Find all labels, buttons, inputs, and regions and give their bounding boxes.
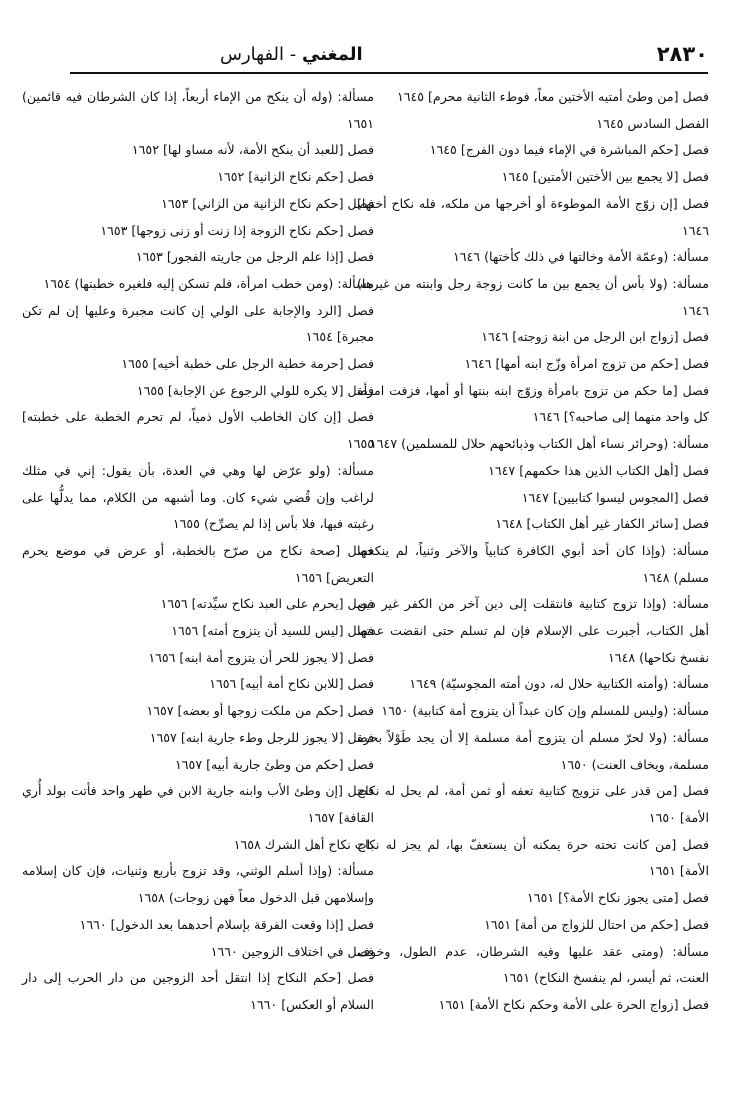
index-entry: فصل [لا يجمع بين الأختين الأمتين] ١٦٤٥ (501, 169, 709, 185)
index-entry: فصل [من كانت تحته حرة يمكنه أن يستعفّ بها، لم يجز له نكاح الأمة] ١٦٥١ (357, 836, 709, 879)
index-entry: فصل [حكم من احتال للزواج من أمة] ١٦٥١ (484, 916, 709, 932)
index-entry: فصل [زواج الحرة على الأمة وحكم نكاح الأمة] ١٦٥١ (438, 996, 709, 1012)
index-entry: فصل [المجوس ليسوا كتابيين] ١٦٤٧ (521, 489, 709, 505)
index-entry: فصل [الرد والإجابة على الولي إن كانت مجبرة وعليها إن لم تكن مجبرة] ١٦٥٤ (22, 302, 374, 345)
index-entry: فصل [زواج ابن الرجل من ابنة زوجته] ١٦٤٦ (481, 329, 709, 345)
index-entry: الفصل السادس ١٦٤٥ (596, 115, 709, 131)
index-entry: فصل [من وطئ أمتيه الأختين معاً، فوطء الثانية محرم] ١٦٤٥ (396, 89, 709, 104)
index-entry: فصل في اختلاف الزوجين ١٦٦٠ (210, 943, 374, 959)
index-entry: مسألة: (ومن خطب امرأة، فلم تسكن إليه فلغيره خطبتها) ١٦٥٤ (43, 275, 374, 291)
index-entry: مسألة: (وإذا تزوج كتابية فانتقلت إلى دين آخر من الكفر غير دين أهل الكتاب، أجبرت على الإسلام فإن لم تسلم حتى انقضت عدتها نفسخ نكاحها) ١٦٤٨ (357, 596, 709, 665)
index-entry: فصل [أهل الكتاب الذين هذا حكمهم] ١٦٤٧ (488, 462, 709, 478)
index-entry: فصل [حكم نكاح الزانية من الزاني] ١٦٥٣ (161, 195, 374, 211)
index-entry: فصل [متى يجوز نكاح الأمة؟] ١٦٥١ (527, 890, 709, 906)
index-entry: فصل [من قدر على تزويج كتابية تعفه أو ثمن أمة، لم يحل له نكاح الأمة] ١٦٥٠ (357, 783, 709, 825)
index-entry: مسألة: (وليس للمسلم وإن كان عبداً أن يتزوج أمة كتابية) ١٦٥٠ (381, 703, 709, 719)
index-entry: فصل [إن وطئ الأب وابنه جارية الابن في طهر واحد فأتت بولد أُري القافة] ١٦٥٧ (22, 783, 374, 825)
book-title: المغني (302, 44, 363, 65)
index-entry: فصل [حكم المباشرة في الإماء فيما دون الفرج] ١٦٤٥ (429, 142, 709, 158)
index-entry: مسألة: (وعمّة الأمة وخالتها في ذلك كأختها) ١٦٤٦ (453, 249, 709, 265)
index-entry: مسألة: (ولا لحرّ مسلم أن يتزوج أمة مسلمة إلا أن يجد طَوْلاً بحرة مسلمة، ويخاف العنت) ١٦٥٠ (357, 729, 709, 772)
index-entry: فصل [ما حكم من تزوج بامرأة وزوّج ابنه بنتها أو أمها، فزفت امرأة كل واحد منهما إلى صاحبه؟] ١٦٤٦ (357, 382, 709, 425)
index-entry: فصل [حكم النكاح إذا انتقل أحد الزوجين من دار الحرب إلى دار السلام أو العكس] ١٦٦٠ (22, 970, 374, 1012)
page-number: ٢٨٣٠ (656, 42, 708, 66)
index-entry: فصل [إن كان الخاطب الأول ذمياً، لم تحرم الخطبة على خطبته] ١٦٥٥ (22, 409, 374, 452)
section-title: الفهارس (220, 44, 285, 65)
index-entry: فصل [حكم نكاح الزوجة إذا زنت أو زنى زوجها] ١٦٥٣ (100, 222, 374, 238)
index-entry: فصل [لا يجوز للحر أن يتزوج أمة ابنه] ١٦٥٦ (148, 649, 374, 665)
index-entry: فصل [حكم نكاح الزانية] ١٦٥٢ (217, 169, 374, 185)
running-title (220, 44, 363, 65)
index-entry: مسألة: (وإذا أسلم الوثني، وقد تزوج بأربع وثنيات، فإن كان إسلامه وإسلامهن قبل الدخول معاً فهن زوجات) ١٦٥٨ (22, 863, 374, 906)
index-entry: مسألة: (ولا بأس أن يجمع بين ما كانت زوجة رجل وابنته من غيرها) ١٦٤٦ (357, 275, 709, 318)
index-entry: مسألة: (وحرائر نساء أهل الكتاب وذبائحهم حلال للمسلمين) ١٦٤٧ (370, 436, 709, 452)
right-column (357, 84, 709, 1019)
title-separator: - (284, 44, 302, 65)
index-entry: فصل [إذا علم الرجل من جاريته الفجور] ١٦٥٣ (135, 249, 374, 265)
index-entry: فصل [للعبد أن ينكح الأمة، لأنه مساو لها] ١٦٥٢ (131, 142, 374, 158)
index-entry: فصل [إن زوّج الأمة الموطوءة أو أخرجها من ملكه، فله نكاح أختها] ١٦٤٦ (357, 195, 709, 238)
index-entry: مسألة: (وله أن ينكح من الإماء أربعاً، إذا كان الشرطان فيه قائمين) ١٦٥١ (22, 89, 374, 131)
page-header (70, 38, 708, 74)
index-entry: مسألة: (وأمته الكتابية حلال له، دون أمته المجوسيّة) ١٦٤٩ (409, 676, 709, 692)
index-entry: مسألة: (ومتى عقد عليها وفيه الشرطان، عدم الطول، وخوف العنت، ثم أيسر، لم ينفسخ النكاح) ١٦٥١ (357, 943, 709, 986)
index-entry: فصل [حكم من وطئ جارية أبيه] ١٦٥٧ (175, 756, 374, 772)
index-entry: فصل [صحة نكاح من صرّح بالخطبة، أو عرض في موضع يحرم التعريض] ١٦٥٦ (22, 542, 374, 585)
index-entry: فصل [إذا وقعت الفرقة بإسلام أحدهما بعد الدخول] ١٦٦٠ (79, 916, 374, 932)
index-entry: مسألة: (وإذا كان أحد أبوي الكافرة كتابياً والآخر وثنياً، لم ينكحها مسلم) ١٦٤٨ (357, 542, 709, 585)
index-entry: فصل [يحرم على العبد نكاح سيِّدته] ١٦٥٦ (160, 596, 374, 612)
index-entry: فصل [للابن نكاح أمة أبيه] ١٦٥٦ (209, 676, 374, 692)
index-entry: فصل [لا يجوز للرجل وطء جارية ابنه] ١٦٥٧ (149, 729, 374, 745)
index-entry: فصل [حكم من تزوج امرأة وزّج ابنه أمها] ١٦٤٦ (464, 356, 709, 372)
index-entry: فصل [حرمة خطبة الرجل على خطبة أخيه] ١٦٥٥ (121, 356, 374, 372)
index-entry: مسألة: (ولو عرّض لها وهي في العدة، بأن يقول: إني في مثلك لراغب وإن قُضي شيء كان. وما أشبهه من الكلام، مما يدلُّها على رغبته فيها، فلا بأس إذا لم يصرِّح) ١٦٥٥ (22, 462, 374, 532)
index-entry: فصل [حكم من ملكت زوجها أو بعضه] ١٦٥٧ (146, 703, 374, 719)
index-entry: فصل [لا يكره للولي الرجوع عن الإجابة] ١٦٥٥ (136, 382, 374, 398)
left-column (22, 84, 374, 1019)
index-entry: فصل [سائر الكفار غير أهل الكتاب] ١٦٤٨ (495, 516, 709, 532)
index-entry: فصل [ليس للسيد أن يتزوج أمته] ١٦٥٦ (171, 623, 374, 639)
index-entry: باب نكاح أهل الشرك ١٦٥٨ (233, 836, 374, 852)
